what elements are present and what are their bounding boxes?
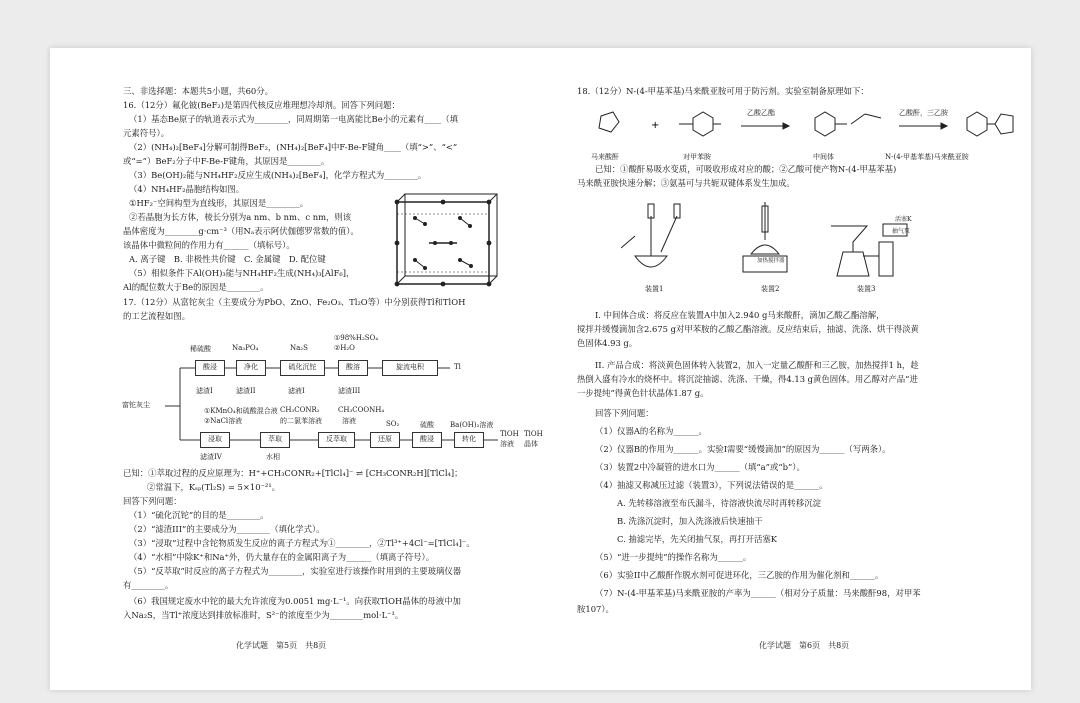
text-line: （2）(NH₄)₂[BeF₄]分解可制得BeF₂，(NH₄)₂[BeF₄]中F-Be-F键角____（填“>”、“<” [129, 142, 458, 152]
text-line: 回答下列问题： [123, 496, 182, 506]
reaction-scheme [581, 104, 1021, 154]
scheme-label: N-(4-甲基苯基)马来酰亚胺 [885, 153, 969, 161]
text-line: （6）实验II中乙酸酐作脱水剂可促进环化，三乙胺的作用为催化剂和______。 [595, 570, 884, 580]
flow-reagent: 溶液 [342, 417, 356, 425]
flow-box-purify: 净化 [236, 360, 266, 376]
flow-box-back-extract: 反萃取 [318, 432, 355, 448]
flow-box-electro: 旋流电积 [382, 360, 438, 376]
text-line: 马来酰亚胺快速分解；③氨基可与共轭双键体系发生加成。 [577, 178, 795, 188]
flow-reagent: 稀硫酸 [190, 345, 211, 353]
text-line: A. 离子键 B. 非极性共价键 C. 金属键 D. 配位键 [129, 254, 326, 264]
page-footer: 化学试题 第6页 共8页 [759, 641, 850, 650]
text-line: 或“=”）BeF₂分子中F-Be-F键角，其原因是________。 [123, 156, 330, 166]
text-line: 17.（12分）从富铊灰尘（主要成分为PbO、ZnO、Fe₂O₃、Tl₂O等）中分别获得Tl和TlOH [123, 297, 466, 307]
flow-box-sulfide-precip: 硫化沉铊 [280, 360, 325, 376]
apparatus-label: 抽气泵 [892, 228, 911, 235]
text-line: 的工艺流程如图。 [123, 311, 190, 321]
text-line: I. 中间体合成：将反应在装置A中加入2.940 g马来酸酐，滴加乙酸乙酯溶解， [595, 310, 885, 320]
text-line: 三、非选择题：本题共5小题，共60分。 [123, 86, 273, 96]
apparatus-label: 装置3 [857, 285, 876, 293]
flow-reagent: SO₂ [386, 420, 400, 428]
text-line: （5）“反萃取”时反应的离子方程式为________，实验室进行该操作时用到的主要玻璃仪器 [129, 566, 462, 576]
flow-box-leach: 浸取 [200, 432, 230, 448]
flow-product: TlOH [500, 430, 519, 438]
flow-source: 富铊灰尘 [122, 401, 150, 409]
left-page [50, 48, 550, 690]
text-line: 入Na₂S，当Tl⁺浓度达到排放标准时，S²⁻的浓度至少为________mol·L⁻¹。 [123, 610, 404, 620]
option-line: C. 抽滤完毕，先关闭抽气泵，再打开活塞K [617, 534, 778, 544]
text-line: （2）仪器B的作用为______。实验I需要“缓慢滴加”的原因为______（写两条）。 [595, 444, 891, 454]
text-line: 一步提纯”得黄色针状晶体1.87 g。 [577, 388, 709, 398]
text-line: （5）“进一步提纯”的操作名称为______。 [595, 552, 752, 562]
text-line: （1）仪器A的名称为______。 [595, 426, 707, 436]
text-line: （1）基态Be原子的轨道表示式为________，同周期第一电离能比Be小的元素有____（填 [129, 114, 459, 124]
flow-product-tl: Tl [454, 363, 461, 371]
flow-product: 溶液 [500, 440, 514, 448]
flow-residue: 滤渣II [236, 387, 256, 395]
text-line: II. 产品合成：将淡黄色固体转入装置2，加入一定量乙酸酐和三乙胺，加热搅拌1 h，趁 [595, 360, 919, 370]
exam-sheet [50, 48, 1031, 690]
flow-box-acid-leach-2: 酸浸 [412, 432, 442, 448]
right-page [555, 48, 1031, 690]
flow-box-convert: 转化 [454, 432, 484, 448]
flow-reagent: ②NaCl溶液 [204, 417, 243, 425]
text-line: 16.（12分）氟化铍(BeF₂)是第四代核反应堆理想冷却剂。回答下列问题： [123, 100, 400, 110]
flow-box-acid-leach: 酸浸 [195, 360, 225, 376]
text-line: （3）装置2中冷凝管的进水口为______（填“a”或“b”）。 [595, 462, 805, 472]
flow-product: 晶体 [524, 440, 538, 448]
text-line: 18.（12分）N-(4-甲基苯基)马来酰亚胺可用于防污剂。实验室制备原理如下： [577, 86, 869, 96]
scheme-label: 对甲苯胺 [683, 153, 711, 161]
text-line: （6）我国规定废水中铊的最大允许浓度为0.0051 mg·L⁻¹。向获取TlOH晶体的母液中加 [129, 596, 461, 606]
flow-reagent: CH₃COONH₄ [338, 406, 385, 414]
flow-reagent: Na₃PO₄ [232, 344, 259, 352]
text-line: 元素符号）。 [123, 128, 170, 138]
svg-text:+: + [651, 120, 660, 131]
page-footer: 化学试题 第5页 共8页 [236, 641, 327, 650]
flow-reagent: 的二氯苯溶液 [280, 417, 322, 425]
flow-residue: 滤液I [288, 387, 305, 395]
text-line: ①HF₂⁻空间构型为直线形，其原因是________。 [129, 198, 309, 208]
flow-reagent: ①98%H₂SO₄ [334, 334, 379, 342]
apparatus-label: 活塞K [895, 216, 912, 223]
process-flowchart [120, 324, 543, 464]
flow-residue: 滤渣IV [200, 453, 222, 461]
text-line: （5）相似条件下Al(OH)₃能与NH₄HF₂生成(NH₄)₃[AlF₆]， [129, 268, 355, 278]
scheme-label: 乙酸酐，三乙胺 [899, 109, 948, 117]
text-line: （4）抽滤又称减压过滤（装置3），下列说法错误的是______。 [595, 480, 828, 490]
flow-reagent: ②H₂O [334, 344, 355, 352]
text-line: 搅拌并缓慢滴加含2.675 g对甲苯胺的乙酸乙酯溶液。反应结束后，抽滤、洗涤、烘干得淡黄 [577, 324, 919, 334]
text-line: 有________。 [123, 580, 174, 590]
flow-reagent: ①KMnO₄和硫酸混合液 [204, 407, 278, 415]
text-line: （7）N-(4-甲基苯基)马来酰亚胺的产率为______（相对分子质量：马来酸酐98，对甲苯 [595, 588, 921, 598]
text-line: 已知：①酸酐易吸水变质，可吸收形成对应的酸；②乙酸可使产物N-(4-甲基苯基) [595, 164, 897, 174]
flow-box-reduce: 还原 [370, 432, 400, 448]
apparatus-label: 装置2 [761, 285, 780, 293]
flow-residue: 水相 [266, 453, 280, 461]
scheme-label: 乙酸乙酯 [747, 109, 775, 117]
flow-reagent: Ba(OH)₂溶液 [450, 421, 494, 429]
text-line: Al的配位数大于Be的原因是________。 [123, 282, 269, 292]
text-line: 晶体密度为________g·cm⁻³（用Nₐ表示阿伏伽德罗常数的值）。 [123, 226, 359, 236]
text-line: 色固体4.93 g。 [577, 338, 638, 348]
scheme-label: 中间体 [813, 153, 834, 161]
text-line: （3）“浸取”过程中含铊物质发生反应的离子方程式为①________，②Tl³⁺+4Cl⁻=[TlCl₄]⁻。 [129, 538, 475, 548]
flow-box-acid-dissolve: 酸溶 [338, 360, 368, 376]
flow-reagent: Na₂S [290, 344, 308, 352]
option-line: A. 先转移溶液至布氏漏斗，待溶液快流尽时再转移沉淀 [617, 498, 821, 508]
text-line: 回答下列问题： [595, 408, 654, 418]
apparatus-label: 加热搅拌器 [757, 258, 785, 264]
flow-box-extract: 萃取 [260, 432, 290, 448]
apparatus-label: 装置1 [645, 285, 664, 293]
text-line: （4）“水相”中除K⁺和Na⁺外，仍大量存在的金属阳离子为______（填离子符号）。 [129, 552, 435, 562]
flow-product: TlOH [524, 430, 543, 438]
text-line: （4）NH₄HF₂晶胞结构如图。 [129, 184, 245, 194]
flow-residue: 滤渣I [196, 387, 213, 395]
text-line: （2）“滤渣III”的主要成分为________（填化学式）。 [129, 524, 325, 534]
text-line: ②若晶胞为长方体，棱长分别为a nm、b nm、c nm，则该 [129, 212, 352, 222]
scheme-label: 马来酸酐 [591, 153, 619, 161]
text-line: 该晶体中微粒间的作用力有______（填标号）。 [123, 240, 295, 250]
option-line: B. 洗涤沉淀时，加入洗涤液后快速抽干 [617, 516, 763, 526]
flow-reagent: 硫酸 [420, 421, 434, 429]
text-line: （3）Be(OH)₂能与NH₄HF₂反应生成(NH₄)₂[BeF₄]，化学方程式为________。 [129, 170, 427, 180]
text-line: 热倒入盛有冷水的烧杯中。将沉淀抽滤、洗涤、干燥，得4.13 g黄色固体。用乙醇对产品“进 [577, 374, 918, 384]
flow-reagent: CH₃CONR₂ [280, 406, 320, 414]
crystal-cell-figure [385, 188, 503, 298]
text-line: 胺107）。 [577, 604, 614, 614]
text-line: 已知：①萃取过程的反应原理为：H⁺+CH₃CONR₂+[TlCl₄]⁻ ⇌ [CH₃CONR₂H][TlCl₄]； [123, 468, 463, 478]
text-line: ②常温下，Kₛₚ(Tl₂S) = 5×10⁻²¹。 [147, 482, 281, 492]
apparatus-figures [621, 196, 911, 288]
text-line: （1）“硫化沉铊”的目的是________。 [129, 510, 269, 520]
flow-residue: 滤渣III [338, 387, 361, 395]
